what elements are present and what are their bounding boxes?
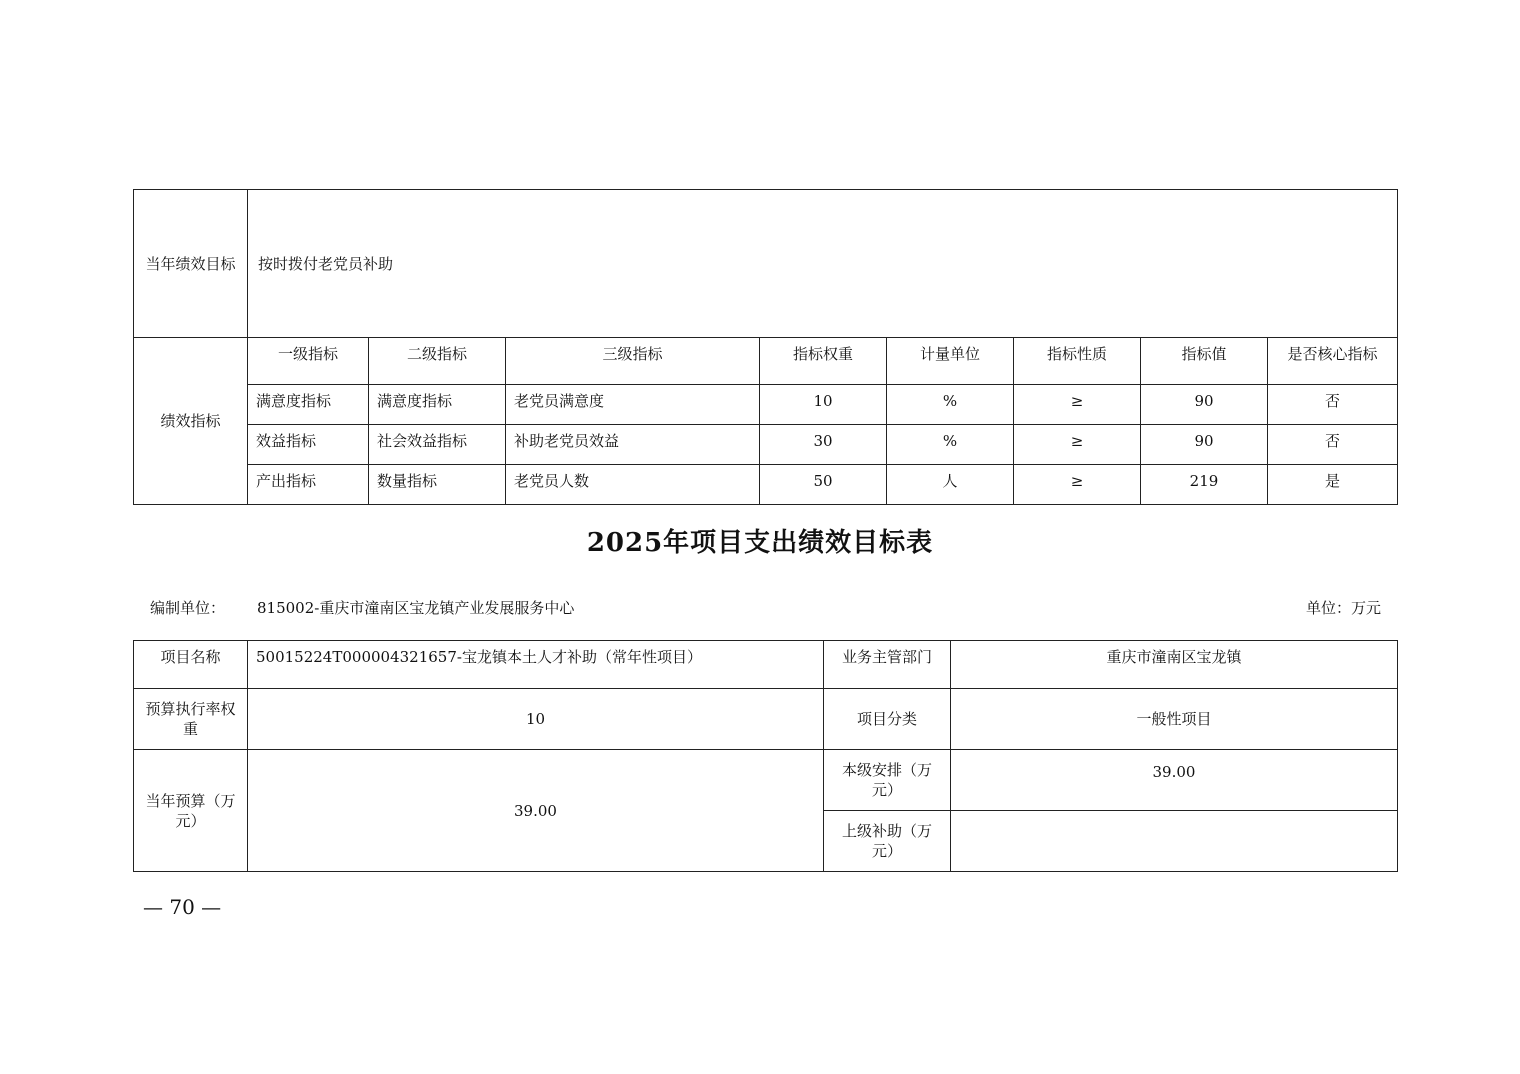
cell-nature: ≥ [1014,425,1141,465]
rate-value: 10 [248,689,824,750]
goal-text: 按时拨付老党员补助 [248,190,1398,338]
dept-value: 重庆市潼南区宝龙镇 [951,641,1398,689]
upper-value [951,811,1398,872]
cell-nature: ≥ [1014,465,1141,505]
cell-level1: 效益指标 [248,425,369,465]
rate-label: 预算执行率权重 [134,689,248,750]
cell-level3: 老党员满意度 [506,385,760,425]
header-level2: 二级指标 [369,338,506,385]
goal-label: 当年绩效目标 [134,190,248,338]
category-value: 一般性项目 [951,689,1398,750]
cell-level1: 满意度指标 [248,385,369,425]
page-number: — 70 — [143,895,222,919]
category-label: 项目分类 [824,689,951,750]
indicator-label: 绩效指标 [134,338,248,505]
cell-nature: ≥ [1014,385,1141,425]
project-name-value: 50015224T000004321657-宝龙镇本土人才补助（常年性项目） [248,641,824,689]
local-value: 39.00 [951,750,1398,811]
cell-value: 219 [1141,465,1268,505]
cell-unit: 人 [887,465,1014,505]
cell-weight: 10 [760,385,887,425]
header-core: 是否核心指标 [1268,338,1398,385]
budget-label: 当年预算（万元） [134,750,248,872]
table-row [134,465,1398,505]
local-label: 本级安排（万元） [824,750,951,811]
unit-label: 单位：万元 [1306,599,1382,617]
header-nature: 指标性质 [1014,338,1141,385]
header-value: 指标值 [1141,338,1268,385]
dept-label: 业务主管部门 [824,641,951,689]
cell-level3: 老党员人数 [506,465,760,505]
cell-level2: 数量指标 [369,465,506,505]
cell-value: 90 [1141,425,1268,465]
cell-level2: 社会效益指标 [369,425,506,465]
cell-weight: 30 [760,425,887,465]
header-unit: 计量单位 [887,338,1014,385]
project-name-label: 项目名称 [134,641,248,689]
project-info-table [133,640,1398,872]
cell-unit: % [887,425,1014,465]
table-row [134,425,1398,465]
cell-core: 否 [1268,425,1398,465]
budget-value: 39.00 [248,750,824,872]
cell-core: 否 [1268,385,1398,425]
cell-weight: 50 [760,465,887,505]
table-row [134,385,1398,425]
upper-label: 上级补助（万元） [824,811,951,872]
org-value: 815002-重庆市潼南区宝龙镇产业发展服务中心 [257,599,575,617]
cell-level3: 补助老党员效益 [506,425,760,465]
performance-goal-table [133,189,1398,505]
header-level1: 一级指标 [248,338,369,385]
header-weight: 指标权重 [760,338,887,385]
header-level3: 三级指标 [506,338,760,385]
org-label: 编制单位： [150,599,226,617]
cell-core: 是 [1268,465,1398,505]
cell-value: 90 [1141,385,1268,425]
cell-level2: 满意度指标 [369,385,506,425]
cell-level1: 产出指标 [248,465,369,505]
cell-unit: % [887,385,1014,425]
document-title: 2025年项目支出绩效目标表 [586,528,934,558]
